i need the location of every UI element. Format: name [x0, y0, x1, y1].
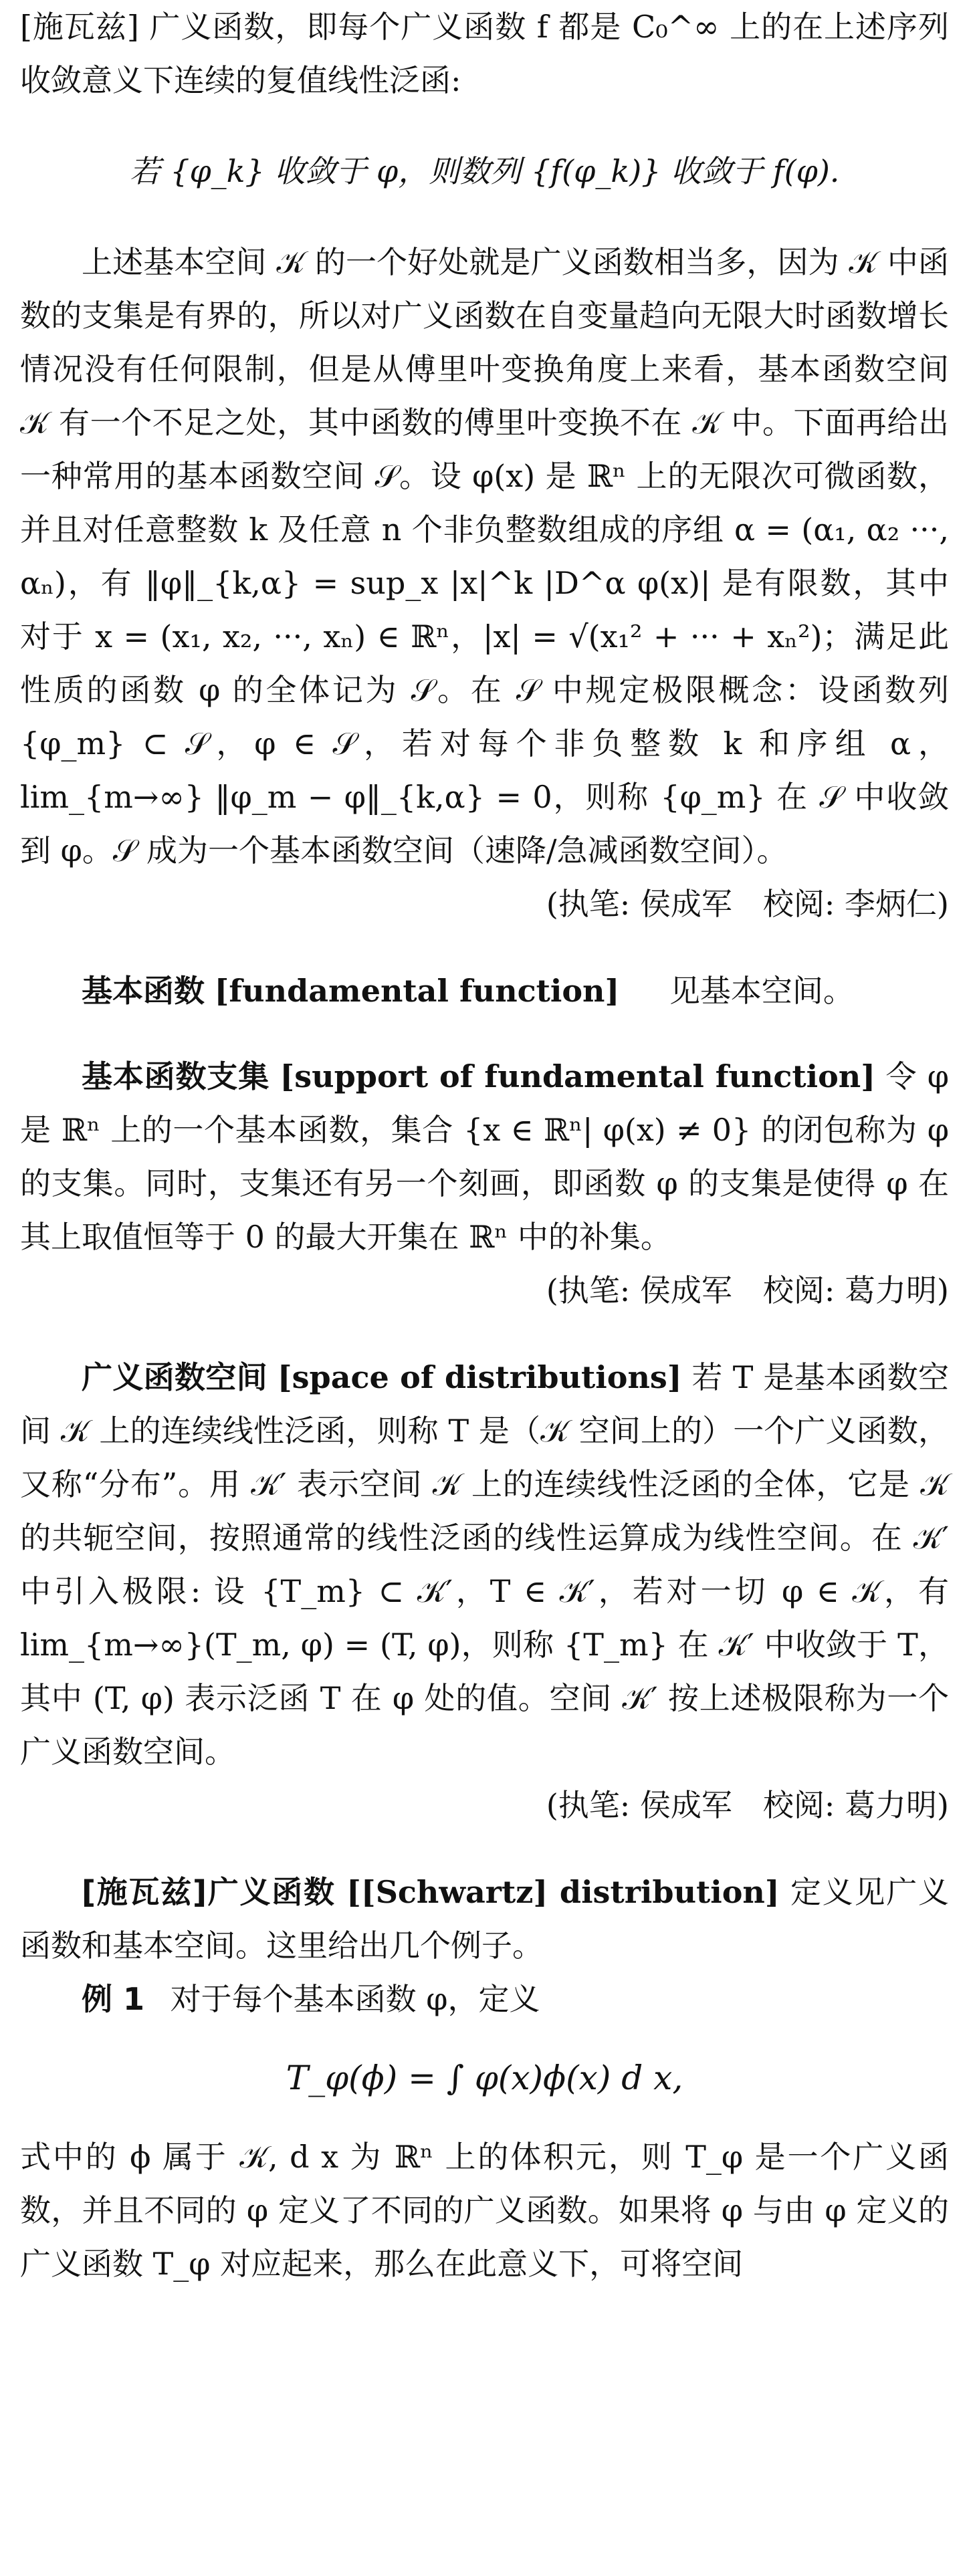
entry-signature: (执笔: 侯成军 校阅: 葛力明) [546, 1787, 949, 1823]
entry-signature: (执笔: 侯成军 校阅: 葛力明) [546, 1272, 949, 1308]
entry-term-en: [fundamental function] [214, 973, 620, 1009]
entry-body: 令 φ 是 ℝⁿ 上的一个基本函数，集合 {x ∈ ℝⁿ| φ(x) ≠ 0} 的闭包称为 φ 的支集。同时，支集还有另一个刻画，即函数 φ 的支集是使得 φ 在其上取值恒等于 0 的最大开集在 ℝⁿ 中的补集。 [20, 1058, 949, 1255]
entry-term-cn: 基本函数支集 [82, 1058, 270, 1094]
entry-body: 定义见广义函数和基本空间。这里给出几个例子。 [20, 1874, 950, 1964]
example-text: 对于每个基本函数 φ，定义 [170, 1981, 540, 2017]
intro-body: 上述基本空间 𝒦 的一个好处就是广义函数相当多，因为 𝒦 中函数的支集是有界的，所以对广义函数在自变量趋向无限大时函数增长情况没有任何限制，但是从傅里叶变换角度上来看，基本函数空间 𝒦 有一个不足之处，其中函数的傅里叶变换不在 𝒦 中。下面再给出一种常用的基本函数空间 𝒮。设 φ(x) 是 ℝⁿ 上的无限次可微函数，并且对任意整数 k 及任意 n 个非负整数组成的序组 α = (α₁, α₂ ···, αₙ)，有 ‖φ‖_{k,α} = sup_x |x|^k |D^α φ(x)| 是有限数，其中对于 x = (x₁, x₂, ···, xₙ) ∈ ℝⁿ，|x| = √(x₁² + ··· + xₙ²)；满足此性质的函数 φ 的全体记为 𝒮。在 𝒮 中规定极限概念：设函数列 {φ_m} ⊂ 𝒮，φ ∈ 𝒮，若对每个非负整数 k 和序组 α，lim_{m→∞} ‖φ_m − φ‖_{k,α} = 0，则称 {φ_m} 在 𝒮 中收敛到 φ。𝒮 成为一个基本函数空间（速降/急减函数空间）。 [20, 244, 949, 868]
entry-body: 若 T 是基本函数空间 𝒦 上的连续线性泛函，则称 T 是（𝒦 空间上的）一个广义函数，又称“分布”。用 𝒦′ 表示空间 𝒦 上的连续线性泛函的全体，它是 𝒦 的共轭空间，按照通常的线性泛函的线性运算成为线性空间。在 𝒦′ 中引入极限: 设 {T_m} ⊂ 𝒦′，T ∈ 𝒦′，若对一切 φ ∈ 𝒦，有 lim_{m→∞}(T_m, φ) = (T, φ)，则称 {T_m} 在 𝒦′ 中收敛于 T，其中 (T, φ) 表示泛函 T 在 φ 处的值。空间 𝒦′ 按上述极限称为一个广义函数空间。 [20, 1359, 950, 1770]
entry-fundamental-function [20, 964, 949, 1018]
example-1 [20, 1972, 949, 2026]
intro-line: [施瓦兹] 广义函数，即每个广义函数 f 都是 C₀^∞ 上的在上述序列收敛意义下连续的复值线性泛函: [20, 9, 949, 98]
intro-signature: (执笔: 侯成军 校阅: 李炳仁) [546, 886, 949, 922]
entry-support [20, 1050, 949, 1264]
integral-formula: T_φ(ϕ) = ∫ φ(x)ϕ(x) d x, [286, 2059, 683, 2097]
convergence-formula: 若 {φ_k} 收敛于 φ，则数列 {f(φ_k)} 收敛于 f(φ). [129, 153, 840, 189]
entry-term-en: [support of fundamental function] [280, 1058, 876, 1094]
entry-term-en: [[Schwartz] distribution] [346, 1874, 780, 1910]
example-after: 式中的 ϕ 属于 𝒦, d x 为 ℝⁿ 上的体积元，则 T_φ 是一个广义函数，并且不同的 φ 定义了不同的广义函数。如果将 φ 与由 φ 定义的广义函数 T_φ 对应起来，那么在此意义下，可将空间 [20, 2139, 949, 2282]
entry-term-cn: [施瓦兹]广义函数 [82, 1874, 336, 1910]
entry-term-en: [space of distributions] [277, 1359, 682, 1395]
entry-term-cn: 基本函数 [82, 973, 205, 1009]
entry-space-of-distributions [20, 1351, 949, 1778]
entry-reference: 见基本空间。 [669, 973, 854, 1009]
entry-schwartz-distribution [20, 1865, 949, 1972]
entry-term-cn: 广义函数空间 [82, 1359, 267, 1395]
example-label: 例 1 [82, 1981, 145, 2017]
